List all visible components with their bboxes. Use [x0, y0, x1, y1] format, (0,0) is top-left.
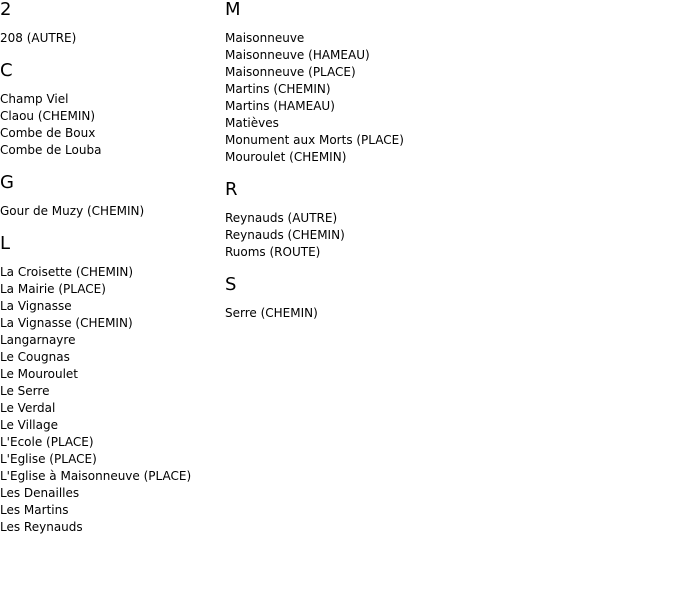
street-link[interactable]: Martins (HAMEAU) — [225, 99, 335, 113]
street-link[interactable]: Matièves — [225, 116, 279, 130]
street-link[interactable]: L'Eglise (PLACE) — [0, 452, 97, 466]
street-list — [225, 30, 665, 166]
group-g — [0, 173, 225, 220]
street-link[interactable]: Mouroulet (CHEMIN) — [225, 150, 347, 164]
street-link[interactable]: Le Village — [0, 418, 58, 432]
street-link[interactable]: Le Verdal — [0, 401, 56, 415]
group-letter: 2 — [0, 0, 12, 20]
street-link[interactable]: 208 (AUTRE) — [0, 31, 77, 45]
street-link[interactable]: Les Reynauds — [0, 520, 83, 534]
street-link[interactable]: L'Eglise à Maisonneuve (PLACE) — [0, 469, 192, 483]
street-list — [0, 91, 225, 159]
street-link[interactable]: Gour de Muzy (CHEMIN) — [0, 204, 145, 218]
group-r — [225, 180, 665, 261]
group-m — [225, 0, 665, 166]
street-link[interactable]: Les Denailles — [0, 486, 80, 500]
street-list — [225, 210, 665, 261]
street-list — [225, 305, 665, 322]
street-link[interactable]: Serre (CHEMIN) — [225, 306, 318, 320]
group-letter: M — [225, 0, 241, 20]
street-link[interactable]: Champ Viel — [0, 92, 69, 106]
street-link[interactable]: L'Ecole (PLACE) — [0, 435, 94, 449]
group-letter: S — [225, 274, 237, 295]
street-link[interactable]: La Vignasse (CHEMIN) — [0, 316, 133, 330]
street-list — [0, 203, 225, 220]
street-list — [0, 30, 225, 47]
group-s — [225, 275, 665, 322]
street-link[interactable]: Reynauds (CHEMIN) — [225, 228, 345, 242]
street-link[interactable]: Claou (CHEMIN) — [0, 109, 96, 123]
street-link[interactable]: Le Cougnas — [0, 350, 70, 364]
street-link[interactable]: La Mairie (PLACE) — [0, 282, 106, 296]
group-l — [0, 234, 225, 536]
street-link[interactable]: Monument aux Morts (PLACE) — [225, 133, 404, 147]
group-2 — [0, 0, 225, 47]
street-link[interactable]: Maisonneuve (PLACE) — [225, 65, 356, 79]
street-link[interactable]: Ruoms (ROUTE) — [225, 245, 321, 259]
street-link[interactable]: Martins (CHEMIN) — [225, 82, 331, 96]
street-link[interactable]: Les Martins — [0, 503, 69, 517]
street-link[interactable]: Le Serre — [0, 384, 50, 398]
street-link[interactable]: Le Mouroulet — [0, 367, 79, 381]
street-list — [0, 264, 225, 536]
group-letter: R — [225, 179, 238, 200]
group-c — [0, 61, 225, 159]
street-link[interactable]: Combe de Boux — [0, 126, 96, 140]
street-link[interactable]: Maisonneuve — [225, 31, 305, 45]
group-letter: G — [0, 172, 14, 193]
street-link[interactable]: Reynauds (AUTRE) — [225, 211, 338, 225]
group-letter: L — [0, 233, 11, 254]
left-column — [0, 0, 225, 550]
right-column — [225, 0, 665, 336]
street-link[interactable]: Combe de Louba — [0, 143, 102, 157]
group-letter: C — [0, 60, 13, 81]
street-link[interactable]: La Croisette (CHEMIN) — [0, 265, 134, 279]
street-link[interactable]: La Vignasse — [0, 299, 72, 313]
street-link[interactable]: Langarnayre — [0, 333, 76, 347]
street-link[interactable]: Maisonneuve (HAMEAU) — [225, 48, 370, 62]
